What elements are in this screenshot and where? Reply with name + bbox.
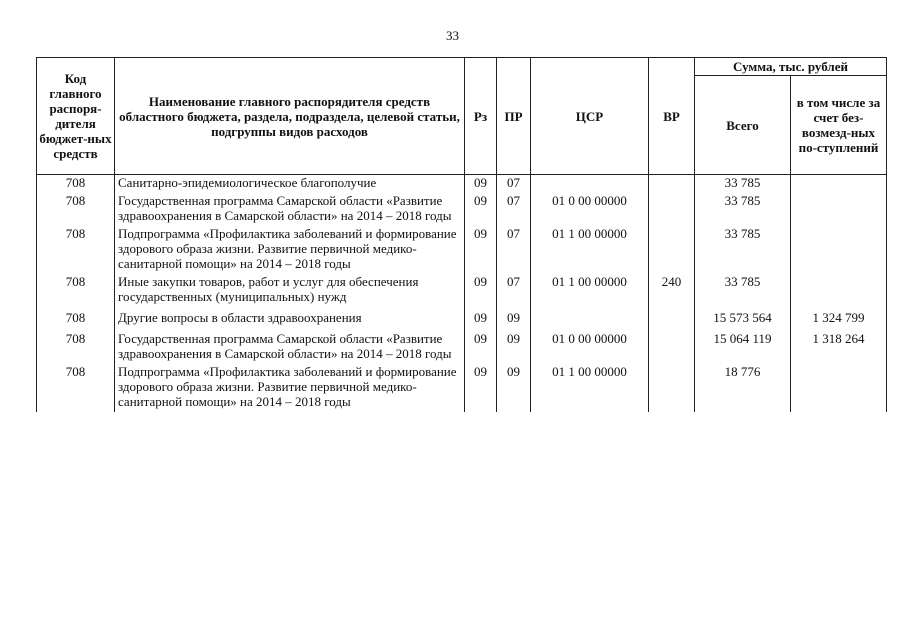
cell-pr: 07 (497, 193, 531, 226)
table-row (37, 364, 887, 412)
header-sum: Сумма, тыс. рублей (695, 58, 887, 76)
header-total: Всего (695, 76, 791, 175)
table-row (37, 307, 887, 328)
header-incl: в том числе за счет без-возмезд-ных по-ступлений (791, 76, 887, 175)
cell-rz: 09 (465, 175, 497, 194)
cell-code: 708 (37, 193, 115, 226)
cell-incl (791, 175, 887, 194)
header-name: Наименование главного распорядителя средств областного бюджета, раздела, подраздела, целевой статьи, подгруппы видов расходов (115, 58, 465, 175)
cell-pr: 07 (497, 274, 531, 307)
cell-rz: 09 (465, 364, 497, 412)
cell-total: 33 785 (695, 193, 791, 226)
cell-vr (649, 307, 695, 328)
cell-code: 708 (37, 274, 115, 307)
cell-name: Подпрограмма «Профилактика заболеваний и формирование здорового образа жизни. Развитие первичной медико-санитарной помощи» на 2014 – 2018 годы (115, 226, 465, 274)
header-code: Код главного распоря-дителя бюджет-ных средств (37, 58, 115, 175)
header-csr: ЦСР (531, 58, 649, 175)
table-row (37, 175, 887, 194)
cell-csr (531, 175, 649, 194)
cell-name: Государственная программа Самарской области «Развитие здравоохранения в Самарской области» на 2014 – 2018 годы (115, 328, 465, 364)
header-vr: ВР (649, 58, 695, 175)
cell-total: 15 573 564 (695, 307, 791, 328)
cell-total: 33 785 (695, 175, 791, 194)
table-row (37, 193, 887, 226)
cell-csr: 01 0 00 00000 (531, 328, 649, 364)
cell-vr (649, 364, 695, 412)
cell-total: 33 785 (695, 274, 791, 307)
cell-incl (791, 193, 887, 226)
cell-code: 708 (37, 307, 115, 328)
header-pr: ПР (497, 58, 531, 175)
cell-total: 15 064 119 (695, 328, 791, 364)
budget-table (36, 57, 887, 412)
cell-total: 33 785 (695, 226, 791, 274)
cell-name: Другие вопросы в области здравоохранения (115, 307, 465, 328)
cell-code: 708 (37, 226, 115, 274)
cell-pr: 09 (497, 328, 531, 364)
cell-pr: 09 (497, 364, 531, 412)
cell-csr: 01 0 00 00000 (531, 193, 649, 226)
cell-incl (791, 226, 887, 274)
cell-csr: 01 1 00 00000 (531, 274, 649, 307)
cell-name: Государственная программа Самарской области «Развитие здравоохранения в Самарской области» на 2014 – 2018 годы (115, 193, 465, 226)
cell-pr: 07 (497, 175, 531, 194)
cell-csr: 01 1 00 00000 (531, 226, 649, 274)
cell-name: Подпрограмма «Профилактика заболеваний и формирование здорового образа жизни. Развитие первичной медико-санитарной помощи» на 2014 – 2018 годы (115, 364, 465, 412)
cell-incl: 1 324 799 (791, 307, 887, 328)
cell-csr: 01 1 00 00000 (531, 364, 649, 412)
cell-pr: 07 (497, 226, 531, 274)
cell-vr: 240 (649, 274, 695, 307)
cell-incl: 1 318 264 (791, 328, 887, 364)
header-rz: Рз (465, 58, 497, 175)
cell-total: 18 776 (695, 364, 791, 412)
cell-vr (649, 328, 695, 364)
cell-code: 708 (37, 175, 115, 194)
cell-rz: 09 (465, 193, 497, 226)
cell-code: 708 (37, 328, 115, 364)
cell-vr (649, 193, 695, 226)
cell-rz: 09 (465, 307, 497, 328)
cell-rz: 09 (465, 226, 497, 274)
table-row (37, 226, 887, 274)
cell-rz: 09 (465, 274, 497, 307)
table-row (37, 328, 887, 364)
cell-csr (531, 307, 649, 328)
cell-vr (649, 175, 695, 194)
cell-pr: 09 (497, 307, 531, 328)
page-number: 33 (446, 28, 459, 43)
cell-name: Санитарно-эпидемиологическое благополучие (115, 175, 465, 194)
cell-name: Иные закупки товаров, работ и услуг для обеспечения государственных (муниципальных) нужд (115, 274, 465, 307)
cell-vr (649, 226, 695, 274)
cell-rz: 09 (465, 328, 497, 364)
table-row (37, 274, 887, 307)
cell-incl (791, 274, 887, 307)
cell-incl (791, 364, 887, 412)
cell-code: 708 (37, 364, 115, 412)
